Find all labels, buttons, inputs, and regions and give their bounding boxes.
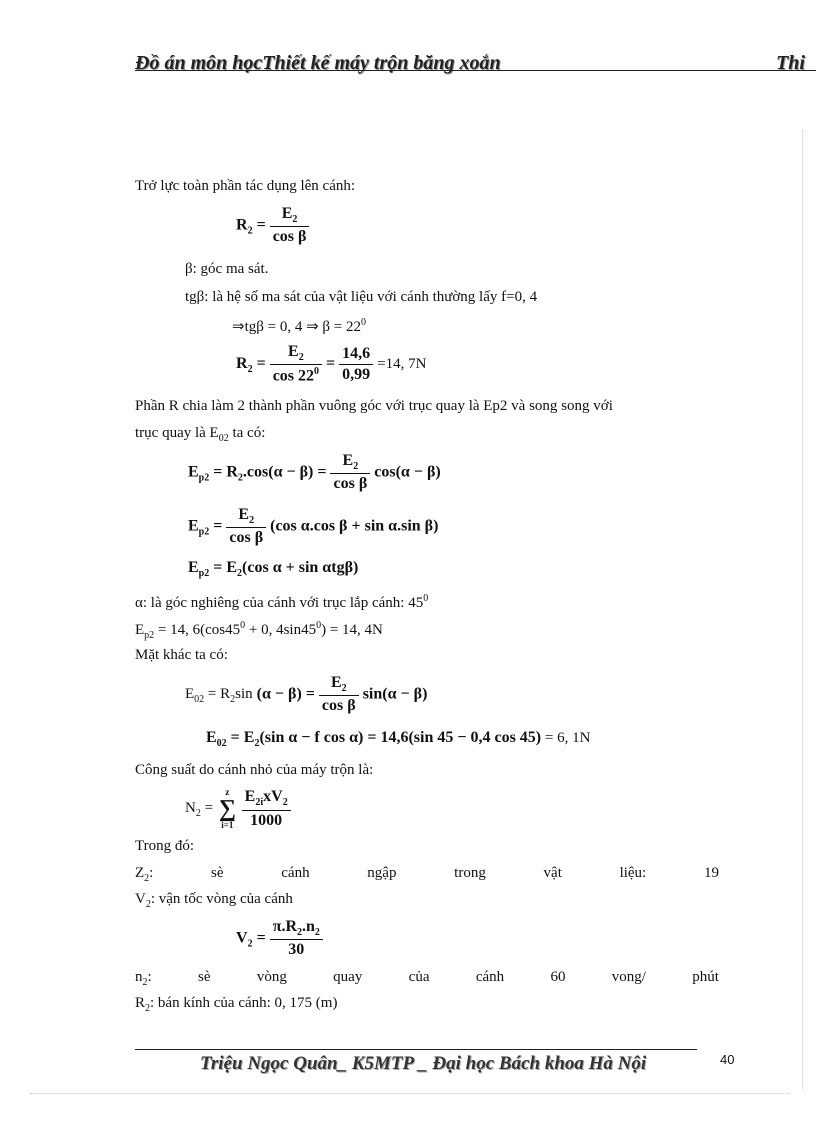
text-line-justified: $n_2$: sè vòng quay của cánh 60 vong/ phút (135, 969, 719, 988)
page-border-bottom (30, 1093, 790, 1094)
text-line-justified: $Z_2$: sè cánh ngập trong vật liệu: 19 (135, 865, 719, 884)
text-line: α: là góc nghiêng của cánh với trục lắp cánh: $45^0$ (135, 593, 429, 611)
text-line: Công suất do cánh nhỏ của máy trộn là: (135, 762, 374, 778)
formula-n2: $N_2$ = z ∑ i=1 $\frac{E_{2i}xV_2}{1000}$ (185, 788, 291, 830)
formula-ep2-c: $E_{p2} = E_2(\cos$ α + sin αtgβ) (188, 559, 359, 580)
text-line: Phần R chia làm 2 thành phần vuông góc với trục quay là Ep2 và song song với (135, 398, 613, 414)
formula-e02-a: $E_{02} = R_2\sin$ (α − β) = $\frac{E_2}{\text{cos β}}$ sin(α − β) (185, 674, 428, 715)
formula-ep2-b: $E_{p2}$ = $\frac{E_2}{\text{cos β}}$ (cos α.cos β + sin α.sin β) (188, 506, 439, 547)
document-header-author: Thi (776, 52, 805, 74)
formula-ep2-a: $E_{p2} = R_2.\cos(\alpha - \beta)$ = $\frac{E_2}{\text{cos β}}$ cos(α − β) (188, 452, 441, 493)
text-line: tgβ: là hệ số ma sát của vật liệu với cánh thường lấy f=0, 4 (185, 289, 538, 305)
formula-r2: $R_2$ = $\frac{E_2}{\text{cos β}}$ (236, 205, 309, 246)
text-line: $V_2$: vận tốc vòng của cánh (135, 891, 293, 910)
text-line: Mặt khác ta có: (135, 647, 228, 663)
header-rule (135, 70, 816, 71)
formula-r2-value: $R_2$ = $\frac{E_2}{\cos 22^0}$ = $\frac{14,6}{0,99}$ =14, 7N (236, 343, 427, 385)
footer-rule (135, 1049, 697, 1050)
text-line: β: góc ma sát. (185, 261, 269, 277)
text-line: $E_{p2} = 14$, $6(\cos 45^0 + 0$, $4\sin 45^0) = 14$, 4N (135, 620, 383, 641)
text-line: ⇒tgβ = 0, 4 ⇒ $\beta = 22^0$ (232, 317, 366, 335)
document-header-title: Đồ án môn họcThiết kế máy trộn băng xoắn (135, 52, 501, 74)
text-line: Trở lực toàn phần tác dụng lên cánh: (135, 178, 356, 194)
text-line: Trong đó: (135, 838, 195, 854)
formula-e02-b: $E_{02} = E_2(\sin$ α − f cos α) = 14,6(sin 45 − 0,4 cos 45) = 6, 1N (206, 729, 591, 750)
text-line: $R_2$: bán kính của cánh: 0, 175 (m) (135, 995, 338, 1014)
document-footer: Triệu Ngọc Quân_ K5MTP _ Đại học Bách khoa Hà Nội (200, 1053, 647, 1074)
page-border-right (802, 130, 803, 1090)
page-number: 40 (720, 1052, 735, 1067)
formula-v2: $V_2$ = $\frac{\pi.R_2.n_2}{30}$ (236, 918, 323, 959)
text-line: trục quay là $E_{02}$ ta có: (135, 425, 266, 444)
